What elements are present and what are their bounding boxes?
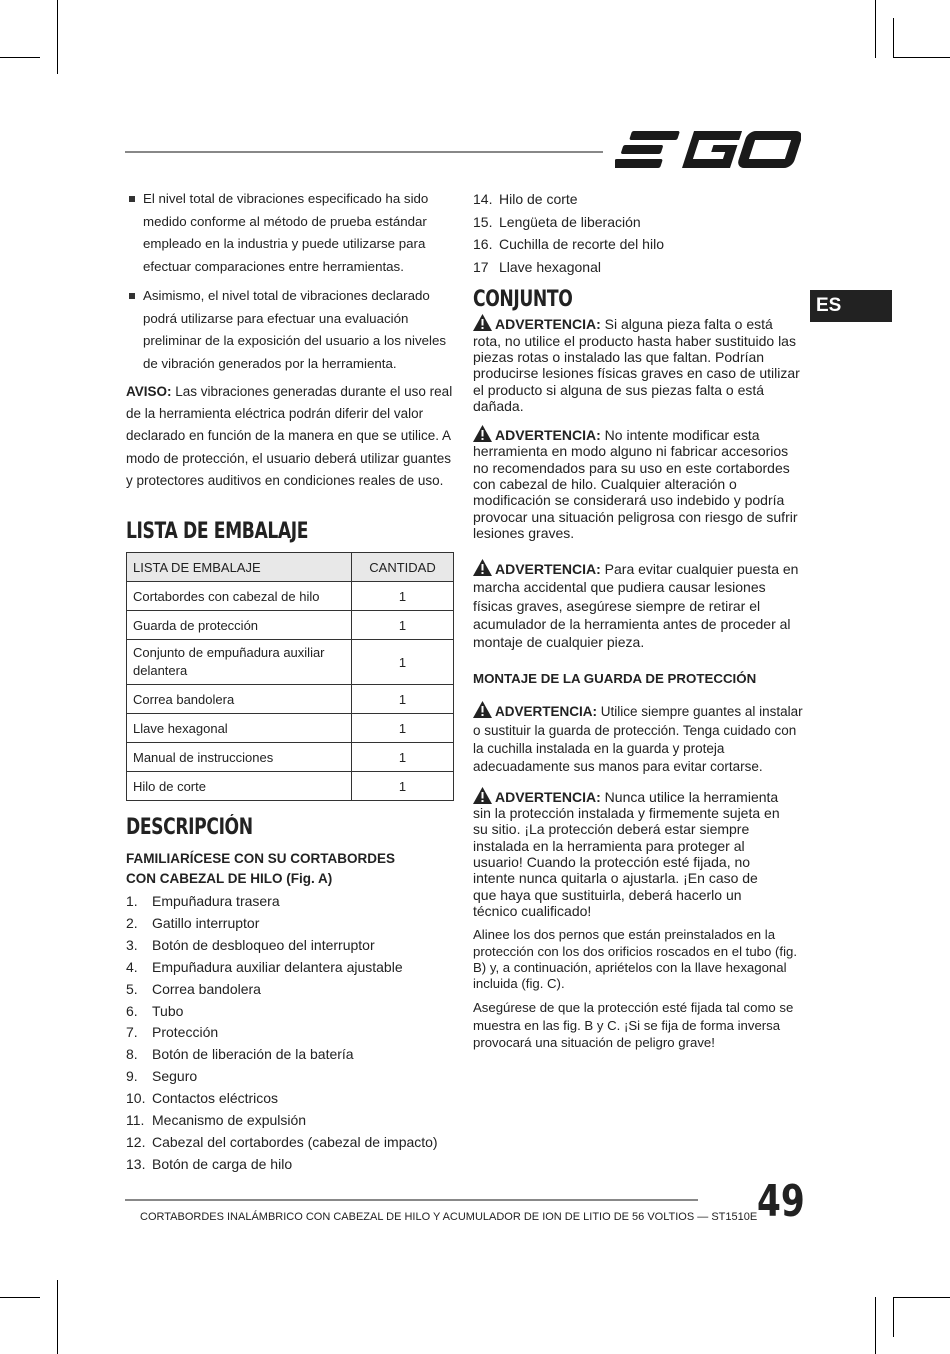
crop-mark <box>0 57 40 58</box>
warning-triangle-icon <box>473 314 492 331</box>
list-item: 17 Llave hexagonal <box>473 258 601 275</box>
crop-mark <box>893 1297 950 1298</box>
footer-rule <box>125 1199 698 1201</box>
table-row: Cortabordes con cabezal de hilo 1 <box>127 582 454 611</box>
list-item: 2. Gatillo interruptor <box>126 914 260 931</box>
warning-triangle-icon <box>473 425 492 442</box>
crop-mark <box>57 1280 58 1354</box>
crop-mark <box>57 0 58 74</box>
right-column <box>473 188 803 1052</box>
vibration-bullets <box>126 188 456 375</box>
left-column <box>126 188 456 1176</box>
table-row: Conjunto de empuñadura auxiliar delantera 1 <box>127 640 454 685</box>
list-item: 7. Protección <box>126 1024 219 1041</box>
list-item: 5. Correa bandolera <box>126 980 261 997</box>
list-item: 8. Botón de liberación de la batería <box>126 1046 354 1063</box>
warning-triangle-icon <box>473 559 492 576</box>
assembly-heading: CONJUNTO <box>473 287 573 313</box>
parts-list <box>126 891 456 1176</box>
crop-mark <box>893 57 950 58</box>
bullet-square-icon <box>129 293 135 299</box>
language-tab: ES <box>810 290 892 322</box>
assembly-step: Alinee los dos pernos que están preinstalados en la protección con los dos orificios roscados en el tubo (fig. B) y, a continuación, apriételos con la llave hexagonal incluida (fig. C). <box>473 927 797 992</box>
packing-list-heading: LISTA DE EMBALAJE <box>126 519 309 545</box>
table-row: Hilo de corte 1 <box>127 772 454 801</box>
table-header-row <box>127 553 454 582</box>
guard-assembly-subtitle: MONTAJE DE LA GUARDA DE PROTECCIÓN <box>473 671 757 687</box>
list-item: 1. Empuñadura trasera <box>126 893 280 910</box>
warning-block: ADVERTENCIA: Nunca utilice la herramienta sin la protección instalada y firmemente sujeta en su sitio. ¡La protección deberá estar siempre instalada en la herramienta para proteger al usuario! Cuando la protección esté fijada, no intente nunca quitarla o ajustarla. ¡En caso de que haya que sustituirla, deberá hacerlo un técnico cualificado! <box>473 788 780 919</box>
table-row: Manual de instrucciones 1 <box>127 743 454 772</box>
description-heading: DESCRIPCIÓN <box>126 815 253 841</box>
list-item: Asimismo, el nivel total de vibraciones declarado podrá utilizarse para efectuar una evaluación preliminar de la exposición del usuario a los niveles de vibración generados por la herramienta. <box>126 285 456 375</box>
table-row: Correa bandolera 1 <box>127 685 454 714</box>
crop-mark <box>875 0 876 58</box>
list-item: 16. Cuchilla de recorte del hilo <box>473 236 664 253</box>
header-rule <box>125 151 603 153</box>
list-item: 4. Empuñadura auxiliar delantera ajustable <box>126 958 403 975</box>
list-item: 6. Tubo <box>126 1002 184 1019</box>
warning-triangle-icon <box>473 701 492 718</box>
list-item: 11. Mecanismo de expulsión <box>126 1112 307 1129</box>
table-header-cell: CANTIDAD <box>352 553 454 582</box>
bullet-square-icon <box>129 196 135 202</box>
list-item: 9. Seguro <box>126 1068 198 1085</box>
list-item: 12. Cabezal del cortabordes (cabezal de impacto) <box>126 1133 438 1150</box>
table-row: Llave hexagonal 1 <box>127 714 454 743</box>
table-header-cell: LISTA DE EMBALAJE <box>127 553 352 582</box>
crop-mark <box>893 1297 894 1337</box>
assembly-step: Asegúrese de que la protección esté fijada tal como se muestra en las fig. B y C. ¡Si se fija de forma inversa provocará una situación de peligro grave! <box>473 1000 794 1051</box>
ego-logo <box>615 128 801 172</box>
list-item: 10. Contactos eléctricos <box>126 1090 279 1107</box>
packing-table <box>126 552 454 801</box>
warning-triangle-icon <box>473 787 492 804</box>
crop-mark <box>0 1297 40 1298</box>
list-item: El nivel total de vibraciones especificado ha sido medido conforme al método de prueba estándar empleado en la industria y puede utilizarse para efectuar comparaciones entre herramientas. <box>126 188 456 278</box>
page-number: 49 <box>757 1176 805 1227</box>
list-item: 15. Lengüeta de liberación <box>473 213 641 230</box>
list-item: 13. Botón de carga de hilo <box>126 1155 293 1172</box>
crop-mark <box>893 18 894 58</box>
list-item: 3. Botón de desbloqueo del interruptor <box>126 936 375 953</box>
parts-list-continued <box>473 188 803 278</box>
warning-block: ADVERTENCIA: Si alguna pieza falta o está rota, no utilice el producto hasta haber sustituido las piezas rotas o instalado las que faltan. Podrían producirse lesiones físicas graves en caso de utilizar el producto si alguna de sus piezas falta o está dañada. <box>473 316 800 414</box>
warning-block: ADVERTENCIA: Utilice siempre guantes al instalar o sustituir la guarda de protección. Tenga cuidado con la cuchilla instalada en la guarda y proteja adecuadamente sus manos para evitar cortarse. <box>473 701 803 777</box>
table-row: Guarda de protección 1 <box>127 611 454 640</box>
warning-block: ADVERTENCIA: No intente modificar esta herramienta en modo alguno ni fabricar accesorios no recomendados para su uso en este cortabordes con cabezal de hilo. Cualquier alteración o modificación se considerará uso indebido y podría provocar una situación peligrosa con riesgo de sufrir lesiones graves. <box>473 427 798 541</box>
description-subtitle: FAMILIARÍCESE CON SU CORTABORDES CON CABEZAL DE HILO (Fig. A) <box>126 851 396 887</box>
warning-block: ADVERTENCIA: Para evitar cualquier puesta en marcha accidental que pudiera causar lesiones físicas graves, asegúrese siempre de retirar el acumulador de la herramienta antes de proceder al montaje de cualquier pieza. <box>473 561 799 651</box>
list-item: 14. Hilo de corte <box>473 191 578 207</box>
crop-mark <box>875 1297 876 1354</box>
aviso-note: AVISO: Las vibraciones generadas durante el uso real de la herramienta eléctrica podrán diferir del valor declarado en función de la manera en que se utilice. A modo de protección, el usuario deberá utilizar guantes y protectores auditivos en condiciones reales de uso. <box>126 384 453 488</box>
footer-text: CORTABORDES INALÁMBRICO CON CABEZAL DE HILO Y ACUMULADOR DE ION DE LITIO DE 56 VOLTIOS — ST1510E <box>140 1211 758 1223</box>
